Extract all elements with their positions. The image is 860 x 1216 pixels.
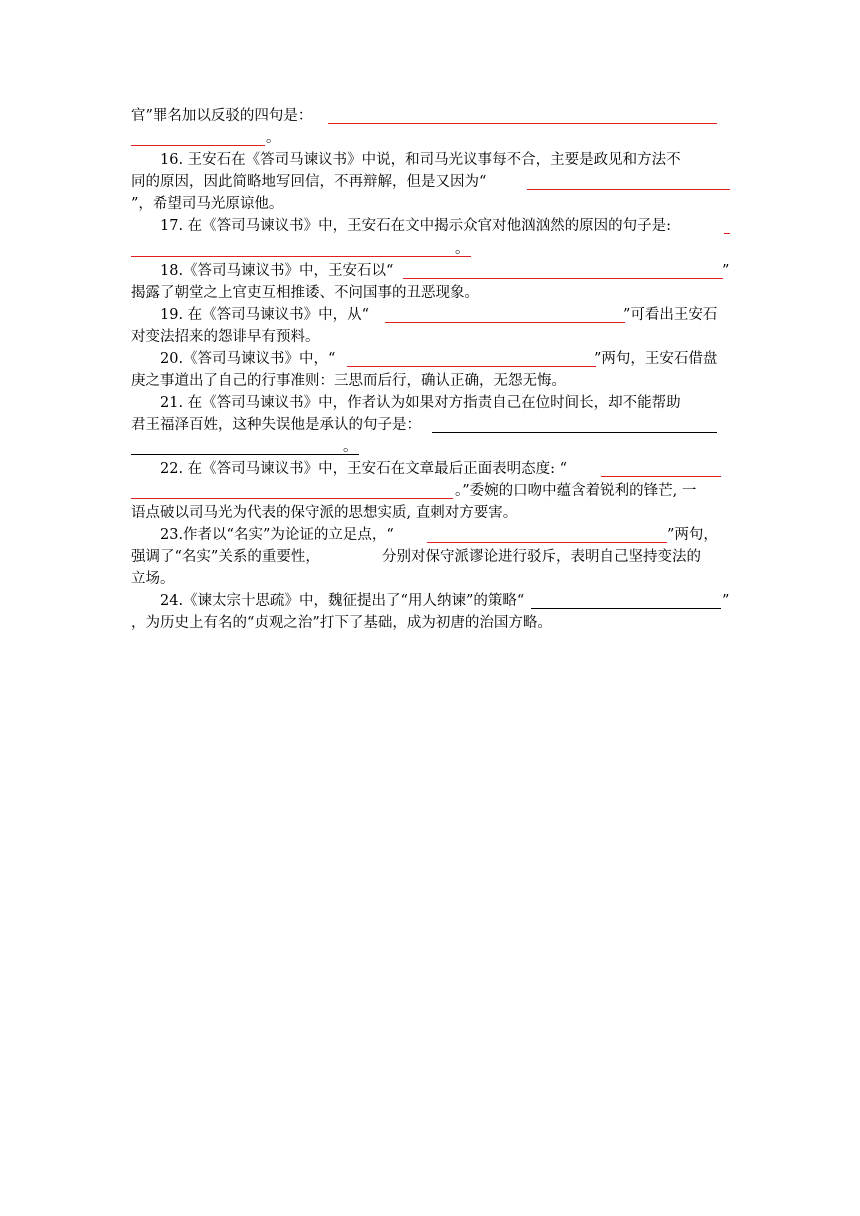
question-21-line-1 [0, 391, 860, 415]
question-17-line-2 [0, 237, 860, 261]
question-text: 21. 在《答司马谏议书》中，作者认为如果对方指责自己在位时间长，却不能帮助 [160, 395, 681, 411]
answer-blank[interactable] [531, 608, 721, 609]
answer-blank[interactable] [427, 542, 667, 543]
question-17-line-1 [0, 214, 860, 238]
question-15-line-1 [0, 104, 860, 128]
question-18-line-1 [0, 259, 860, 283]
question-text: 23.作者以“名实”为论证的立足点，“ [160, 527, 394, 543]
answer-blank[interactable] [131, 256, 471, 257]
answer-blank[interactable] [432, 432, 717, 433]
answer-blank[interactable] [131, 454, 359, 455]
question-text: 语点破以司马光为代表的保守派的思想实质, 直刺对方要害。 [131, 505, 518, 521]
question-text: 强调了“名实”关系的重要性， [131, 549, 320, 565]
question-22-line-3 [0, 501, 860, 525]
question-21-line-2 [0, 413, 860, 437]
question-23-line-1 [0, 523, 860, 547]
question-24-line-1 [0, 589, 860, 613]
question-text: 。 [455, 241, 470, 257]
question-text: 同的原因，因此简略地写回信，不再辩解，但是又因为“ [131, 174, 487, 190]
question-text: ”可看出王安石 [623, 307, 718, 323]
question-text: 君王福泽百姓，这种失误他是承认的句子是： [131, 417, 421, 433]
question-text: 18.《答司马谏议书》中，王安石以“ [160, 263, 394, 279]
question-text: ”，希望司马光原谅他。 [131, 196, 284, 212]
answer-blank[interactable] [403, 278, 723, 279]
question-text: 对变法招来的怨诽早有预料。 [131, 329, 320, 345]
answer-blank[interactable] [385, 322, 625, 323]
answer-blank[interactable] [527, 189, 730, 190]
question-text: 揭露了朝堂之上官吏互相推诿、不问国事的丑恶现象。 [131, 285, 479, 301]
question-15-line-2 [0, 126, 860, 150]
question-text: 。”委婉的口吻中蕴含着锐利的锋芒, 一 [455, 483, 697, 499]
question-16-line-1 [0, 148, 860, 172]
question-20-line-1 [0, 347, 860, 371]
question-19-line-1 [0, 303, 860, 327]
question-text: 立场。 [131, 571, 175, 587]
question-text: 16. 王安石在《答司马谏议书》中说，和司马光议事每不合，主要是政见和方法不 [160, 152, 681, 168]
question-22-line-2 [0, 479, 860, 503]
answer-blank[interactable] [328, 123, 717, 124]
question-text: ”两句，王安石借盘 [594, 351, 718, 367]
question-text: 。 [343, 439, 358, 455]
question-18-line-2 [0, 281, 860, 305]
answer-blank[interactable] [131, 145, 265, 146]
question-19-line-2 [0, 325, 860, 349]
question-21-line-3 [0, 435, 860, 459]
question-text: ” [722, 263, 730, 279]
answer-blank[interactable] [347, 366, 596, 367]
question-text: 庚之事道出了自己的行事准则：三思而后行，确认正确，无怨无悔。 [131, 373, 566, 389]
question-16-line-3 [0, 192, 860, 216]
question-text: 24.《谏太宗十思疏》中，魏征提出了“用人纳谏”的策略“ [160, 593, 525, 609]
answer-blank[interactable] [131, 498, 453, 499]
question-text: 20.《答司马谏议书》中，“ [160, 351, 336, 367]
question-text: 22. 在《答司马谏议书》中，王安石在文章最后正面表明态度: “ [160, 461, 568, 477]
question-text: 。 [266, 130, 281, 146]
question-text: ，为历史上有名的“贞观之治”打下了基础，成为初唐的治国方略。 [131, 615, 552, 631]
question-23-line-2 [0, 545, 860, 569]
question-23-line-3 [0, 567, 860, 591]
question-text: 19. 在《答司马谏议书》中，从“ [160, 307, 370, 323]
question-20-line-2 [0, 369, 860, 393]
question-text: ” [722, 593, 730, 609]
answer-blank[interactable] [724, 233, 730, 234]
question-16-line-2 [0, 170, 860, 194]
question-text: 分别对保守派谬论进行驳斥，表明自己坚持变法的 [382, 549, 701, 565]
question-text: 官”罪名加以反驳的四句是： [131, 108, 313, 124]
question-text: 17. 在《答司马谏议书》中，王安石在文中揭示众官对他汹汹然的原因的句子是: [160, 218, 672, 234]
answer-blank[interactable] [601, 476, 721, 477]
question-24-line-2 [0, 611, 860, 635]
question-22-line-1 [0, 457, 860, 481]
question-text: ”两句， [667, 527, 718, 543]
